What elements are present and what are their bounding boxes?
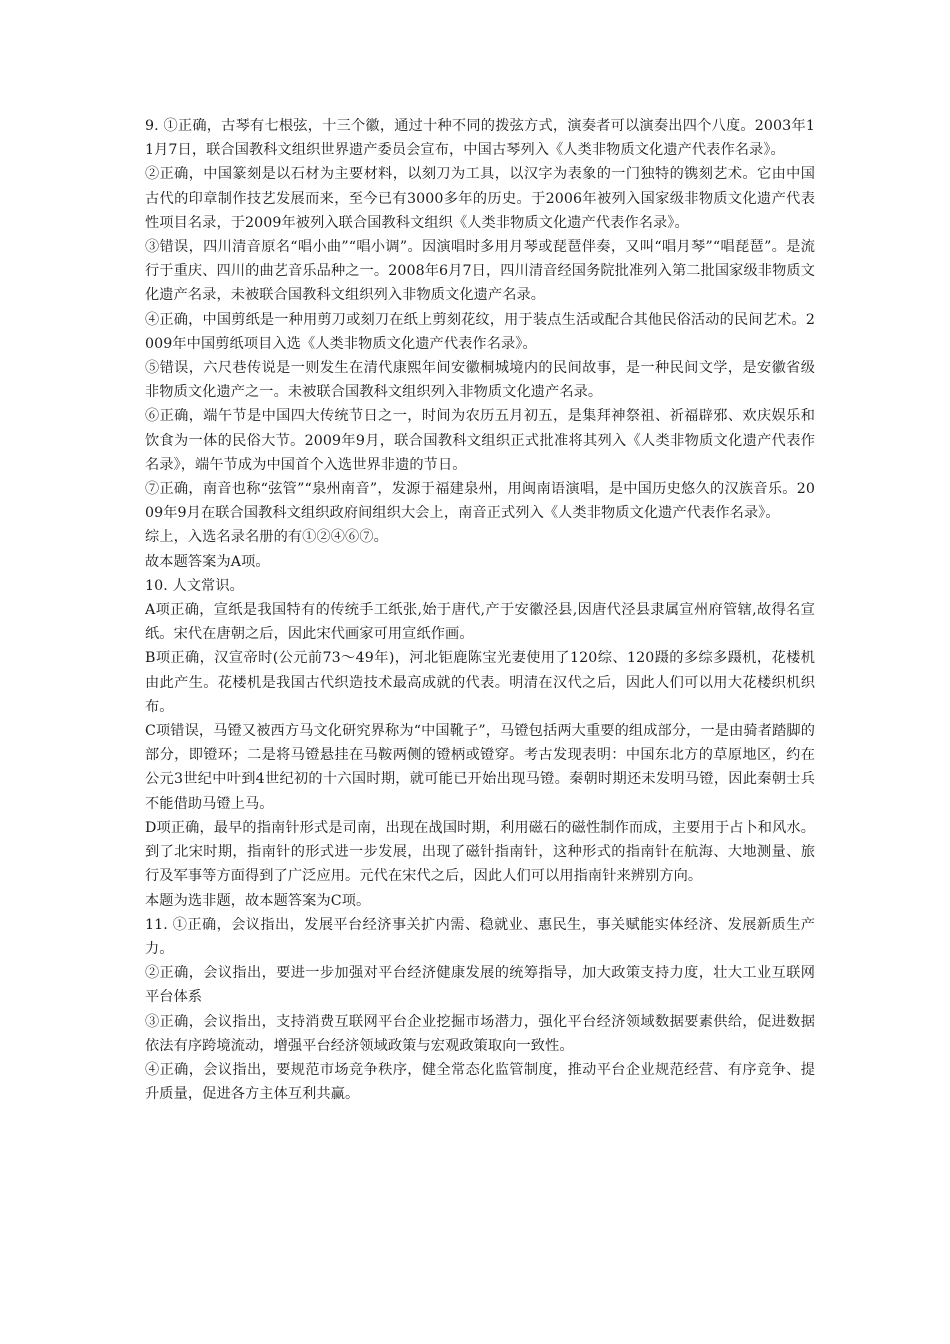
answer-9-item-4: ④正确，中国剪纸是一种用剪刀或刻刀在纸上剪刻花纹，用于装点生活或配合其他民俗活动的民间艺术。2009年中国剪纸项目入选《人类非物质文化遗产代表作名录》。 bbox=[145, 311, 815, 352]
answer-11-item-2: ②正确，会议指出，要进一步加强对平台经济健康发展的统筹指导，加大政策支持力度，壮大工业互联网平台体系 bbox=[145, 965, 815, 1006]
answer-10-option-d: D项正确，最早的指南针形式是司南，出现在战国时期，利用磁石的磁性制作而成，主要用于占卜和风水。到了北宋时期，指南针的形式进一步发展，出现了磁针指南针，这种形式的指南针在航海、大地测量、旅行及军事等方面得到了广泛应用。元代在宋代之后，因此人们可以用指南针来辨别方向。 bbox=[145, 819, 815, 885]
answer-9-item-7: ⑦正确，南音也称“弦管”“泉州南音”，发源于福建泉州，用闽南语演唱，是中国历史悠久的汉族音乐。2009年9月在联合国教科文组织政府间组织大会上，南音正式列入《人类非物质文化遗产代表作名录》。 bbox=[145, 481, 815, 522]
answer-10-option-c: C项错误，马镫又被西方马文化研究界称为“中国靴子”，马镫包括两大重要的组成部分，一是由骑者踏脚的部分，即镫环；二是将马镫悬挂在马鞍两侧的镫柄或镫穿。考古发现表明：中国东北方的草原地区，约在公元3世纪中叶到4世纪初的十六国时期，就可能已开始出现马镫。秦朝时期还未发明马镫，因此秦朝士兵不能借助马镫上马。 bbox=[145, 723, 815, 812]
document-page bbox=[145, 114, 815, 1106]
answer-11-item-4: ④正确，会议指出，要规范市场竞争秩序，健全常态化监管制度，推动平台企业规范经营、有序竞争、提升质量，促进各方主体互利共赢。 bbox=[145, 1061, 815, 1103]
answer-9-item-1: 9. ①正确，古琴有七根弦，十三个徽，通过十种不同的拨弦方式，演奏者可以演奏出四个八度。2003年11月7日，联合国教科文组织世界遗产委员会宣布，中国古琴列入《人类非物质文化遗产代表作名录》。 bbox=[145, 118, 815, 159]
answer-9-summary: 综上，入选名录名册的有①②④⑥⑦。 bbox=[145, 529, 388, 546]
answer-9-item-2: ②正确，中国篆刻是以石材为主要材料，以刻刀为工具，以汉字为表象的一门独特的镌刻艺术。它由中国古代的印章制作技艺发展而来，至今已有3000多年的历史。于2006年被列入国家级非物质文化遗产代表性项目名录，于2009年被列入联合国教科文组织《人类非物质文化遗产代表作名录》。 bbox=[145, 166, 815, 231]
answer-11-item-3: ③正确，会议指出，支持消费互联网平台企业挖掘市场潜力，强化平台经济领域数据要素供给，促进数据依法有序跨境流动，增强平台经济领域政策与宏观政策取向一致性。 bbox=[145, 1013, 815, 1054]
answer-10-option-b: B项正确，汉宣帝时(公元前73～49年)，河北钜鹿陈宝光妻使用了120综、120蹑的多综多蹑机，花楼机由此产生。花楼机是我国古代织造技术最高成就的代表。明清在汉代之后，因此人们可以用大花楼织机织布。 bbox=[145, 650, 815, 715]
answer-10-conclusion: 本题为选非题，故本题答案为C项。 bbox=[145, 892, 371, 909]
answer-9-conclusion: 故本题答案为A项。 bbox=[145, 553, 270, 570]
answer-10-heading: 10. 人文常识。 bbox=[145, 577, 244, 594]
answer-9-item-5: ⑤错误，六尺巷传说是一则发生在清代康熙年间安徽桐城境内的民间故事，是一种民间文学，是安徽省级非物质文化遗产之一。未被联合国教科文组织列入非物质文化遗产名录。 bbox=[145, 360, 815, 401]
answer-9-item-3: ③错误，四川清音原名“唱小曲”“唱小调”。因演唱时多用月琴或琵琶伴奏，又叫“唱月琴”“唱琵琶”。是流行于重庆、四川的曲艺音乐品种之一。2008年6月7日，四川清音经国务院批准列入第二批国家级非物质文化遗产名录，未被联合国教科文组织列入非物质文化遗产名录。 bbox=[145, 239, 815, 304]
answer-11-item-1: 11. ①正确，会议指出，发展平台经济事关扩内需、稳就业、惠民生，事关赋能实体经济、发展新质生产力。 bbox=[145, 916, 815, 957]
answer-9-item-6: ⑥正确，端午节是中国四大传统节日之一，时间为农历五月初五，是集拜神祭祖、祈福辟邪、欢庆娱乐和饮食为一体的民俗大节。2009年9月，联合国教科文组织正式批准将其列入《人类非物质文化遗产代表作名录》，端午节成为中国首个入选世界非遗的节日。 bbox=[145, 408, 815, 473]
answer-10-option-a: A项正确，宣纸是我国特有的传统手工纸张,始于唐代,产于安徽泾县,因唐代泾县隶属宣州府管辖,故得名宣纸。宋代在唐朝之后，因此宋代画家可用宣纸作画。 bbox=[145, 602, 815, 643]
